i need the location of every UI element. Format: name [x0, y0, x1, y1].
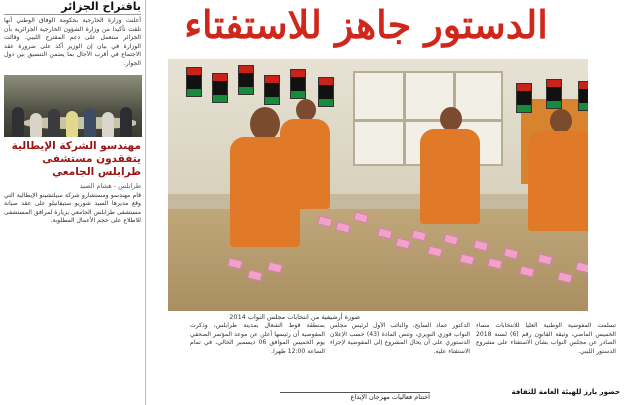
left-top-title: باقتراح الجزائر	[4, 0, 141, 15]
meeting-person	[84, 108, 96, 137]
person-head	[440, 107, 462, 131]
article-column-a: بمنطقة قوط الشعال بمدينة طرابلس، وذكرت المفوضية أن رئيسها أعلن عن موعد المؤتمر الصحفي يوم الخميس الموافق 06 ديسمبر الحالي، في تمام الساعة 12:00 ظهرا.	[190, 322, 325, 355]
photo-caption: صورة أرشيفية من انتخابات مجلس النواب 2014	[229, 313, 360, 321]
libya-flag	[318, 77, 334, 107]
person-head	[296, 99, 316, 121]
person-head	[550, 109, 572, 133]
meeting-person	[102, 112, 114, 137]
libya-flag	[264, 75, 280, 105]
person-vest	[528, 131, 592, 231]
meeting-person	[66, 111, 78, 137]
left-story-author: طرابلس - هشام الصيد	[79, 181, 141, 190]
left-column	[0, 0, 146, 405]
meeting-person	[30, 113, 42, 137]
libya-flag	[212, 73, 228, 103]
person-vest	[420, 129, 480, 224]
footer-left-headline: اختتام فعاليات مهرجان الإبداع	[280, 392, 430, 405]
meeting-photo	[4, 75, 142, 137]
left-story-title: مهندسو الشركة الإيطالية يتفقدون مستشفى طرابلس الجامعي	[11, 139, 141, 178]
meeting-person	[120, 107, 132, 137]
left-top-text: أعلنت وزارة الخارجية بحكومة الوفاق الوطني أنها تلقت تأكيدا من وزارة الشؤون الخارجية الجزائرية بأن الجزائر ستعمل على دعم المقترح الليبي. وقالت الوزارة في بيان إن الوزير أكد على ضرورة عقد الاجتماع في أقرب الآجال بما يضمن التنسيق بين دول الجوار.	[4, 17, 141, 67]
libya-flag	[186, 67, 202, 97]
person-head	[250, 107, 280, 141]
headline: الدستور جاهز للاستفتاء	[184, 2, 548, 47]
main-photo	[168, 59, 616, 311]
article-column-c: تسلمت المفوضية الوطنية العليا للانتخابات مساء الخميس الماضي، وثيقة القانون رقم (6) لسنة 2018 الصادر عن مجلس النواب بشأن الاستفتاء على مشروع الدستور الليبي.	[476, 322, 616, 355]
libya-flag	[238, 65, 254, 95]
meeting-person	[48, 109, 60, 137]
libya-flag	[546, 79, 562, 109]
libya-flag	[516, 83, 532, 113]
libya-flag	[290, 69, 306, 99]
person-vest	[280, 119, 330, 209]
left-story-text: قام مهندسو ومستشارو شركة سيلتشينو الإيطالية التي وقع مديرها السيد شوريو ستيفانيلو على عقد صيانة مستشفى طرابلس الجامعي بزيارة لمرافق المستشفى للاطلاع على حجم الأعمال المطلوبة.	[4, 191, 141, 225]
meeting-person	[12, 107, 24, 137]
footer-headline: حضور بارز للهيئة العامة للثقافة	[511, 388, 620, 396]
article-column-b: الدكتور عماد السايح، والنائب الأول لرئيس مجلس النواب فوزي النويري، وتنص المادة (43) حسب الإعلان الدستوري على أن يحال المشروع إلى المفوضية لإجراء الاستفتاء عليه.	[330, 322, 470, 355]
